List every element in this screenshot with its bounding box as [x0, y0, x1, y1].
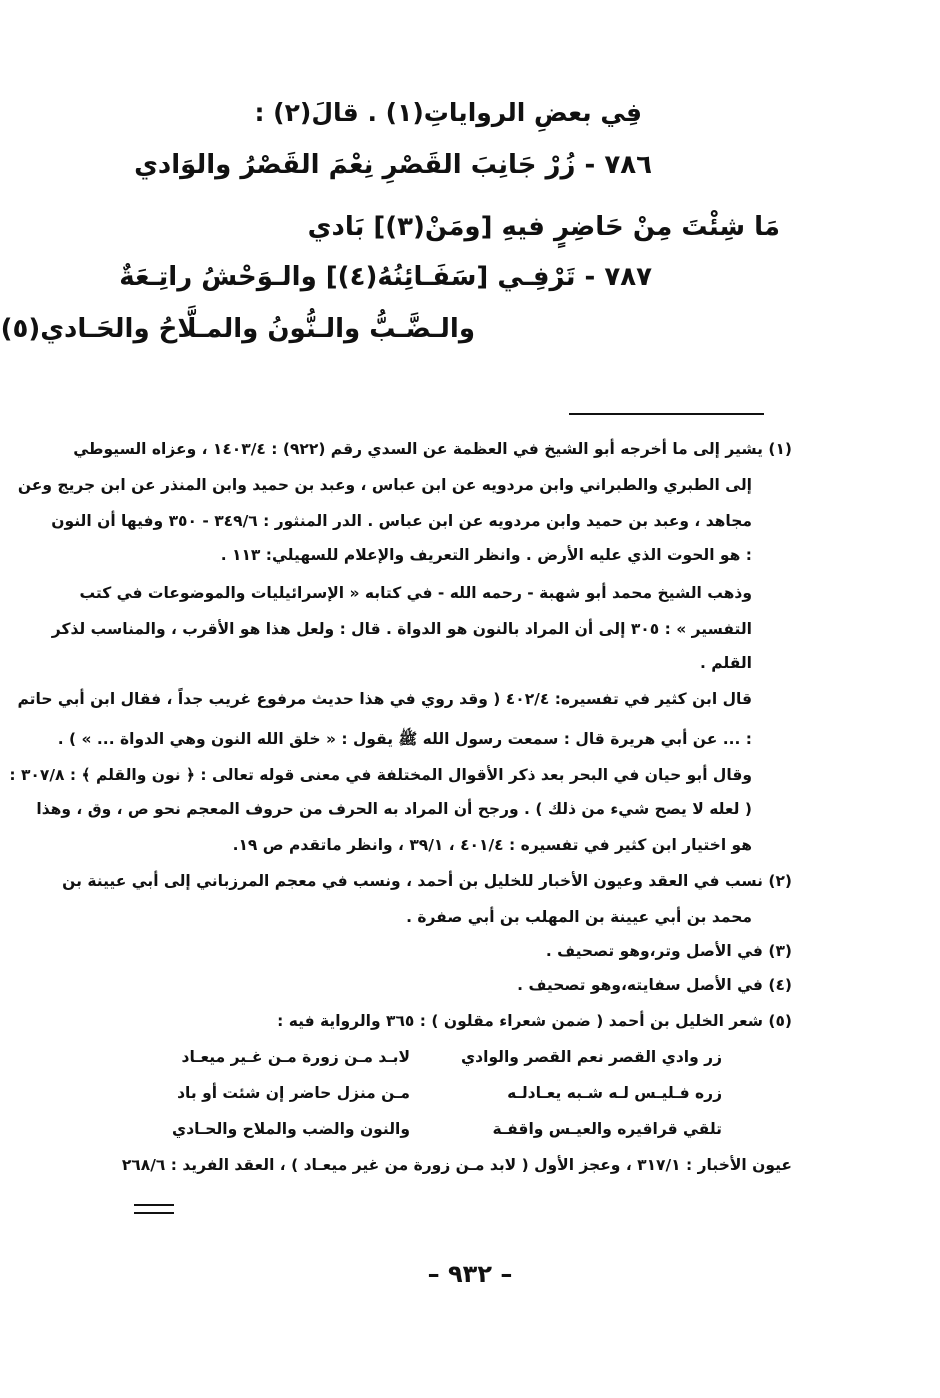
poem-line-3-right: تلقي قراقيره والعيـس واقفـة	[492, 1120, 722, 1138]
footnote-5-sources: عيون الأخبار : ٣١٧/١ ، وعجز الأول ( لابد مـن زورة من غير ميعـاد ) ، العقد الفريد : ٢٦٨/٦	[121, 1156, 792, 1174]
footnote-2-line-2: محمد بن أبي عيينة بن المهلب بن أبي صفرة .	[406, 908, 752, 926]
poem-line-3-left: والنون والضب والملاح والحـادي	[172, 1120, 410, 1138]
verse-786-second-hemistich: مَا شِئْتَ مِنْ حَاضِرٍ فيهِ [ومَنْ(٣)] بَادي	[307, 212, 780, 242]
footnote-1-line-10: وقال أبو حيان في البحر بعد ذكر الأقوال المختلفة في معنى قوله تعالى : ﴿ نون والقلم ﴾ : ٣٠٧/٨ :	[9, 766, 752, 784]
footnote-1-line-3: مجاهد ، وعبد بن حميد وابن مردويه عن ابن عباس . الدر المنثور : ٣٤٩/٦ - ٣٥٠ وفيها أن النون	[51, 512, 752, 530]
poem-line-1-right: زر وادي القصر نعم القصر والوادي	[460, 1048, 722, 1066]
footnote-1-line-11: ( لعله لا يصح شيء من ذلك ) . ورجح أن المراد به الحرف من حروف المعجم نحو ص ، وق ، وهذا	[36, 800, 752, 818]
poem-line-2-right: زره فـليـس لـه شـبه يعـادلـه	[507, 1084, 722, 1102]
footnote-1-line-8: قال ابن كثير في تفسيره: ٤٠٢/٤ ( وقد روي في هذا حديث مرفوع غريب جداً ، فقال ابن أبي حاتم	[17, 690, 752, 708]
footnote-1-line-1: (١) يشير إلى ما أخرجه أبو الشيخ في العظمة عن السدي رقم (٩٢٢) : ١٤٠٣/٤ ، وعزاه السيوطي	[73, 440, 792, 458]
footnote-1-line-6: التفسير » : ٣٠٥ إلى أن المراد بالنون هو الدواة . قال : ولعل هذا هو الأقرب ، والمناسب لذكر	[51, 620, 752, 638]
verse-787-second-hemistich: والـضَّـبُّ والـنُّونُ والمـلَّاحُ والحَـادي(٥)	[0, 314, 475, 344]
footnote-2-line-1: (٢) نسب في العقد وعيون الأخبار للخليل بن أحمد ، ونسب في معجم المرزباني إلى أبي عيينة بن	[62, 872, 792, 890]
verse-787-first-hemistich: ٧٨٧ - تَرْفِـي [سَفَـائِنُهُ(٤)] والـوَحْشُ راتِـعَةٌ	[119, 262, 652, 292]
double-rule	[134, 1204, 174, 1214]
footnote-4: (٤) في الأصل سفايته،وهو تصحيف .	[517, 976, 792, 994]
intro-line: فِي بعضِ الرواياتِ(١) . قالَ(٢) :	[254, 98, 642, 127]
verse-786-first-hemistich: ٧٨٦ - زُرْ جَانِبَ القَصْرِ نِعْمَ القَصْرُ والوَادي	[134, 150, 652, 180]
footnote-1-line-4: : هو الحوت الذي عليه الأرض . وانظر التعريف والإعلام للسهيلي: ١١٣ .	[220, 546, 752, 564]
footnote-1-line-9: : ... عن أبي هريرة قال : سمعت رسول الله ﷺ يقول : « خلق الله النون وهي الدواة ... » ) .	[57, 730, 752, 748]
footnote-1-line-2: إلى الطبري والطبراني وابن مردويه عن ابن عباس ، وعبد بن حميد وابن المنذر عن ابن جريج وعن	[17, 476, 752, 494]
footnote-1-line-7: القلم .	[699, 654, 752, 672]
footnote-1-line-5: وذهب الشيخ محمد أبو شهبة - رحمه الله - في كتابه « الإسرائيليات والموضوعات في كتب	[79, 584, 752, 602]
footnote-1-line-12: هو اختيار ابن كثير في تفسيره : ٤٠١/٤ ، ٣٩/١ ، وانظر ماتقدم ص ١٩.	[232, 836, 752, 854]
footnote-3: (٣) في الأصل وتر،وهو تصحيف .	[545, 942, 792, 960]
poem-line-2-left: مـن منزل حاضر إن شئت أو باد	[177, 1084, 410, 1102]
footnote-separator	[569, 413, 764, 415]
footnote-5: (٥) شعر الخليل بن أحمد ( ضمن شعراء مقلون ) : ٣٦٥ والرواية فيه :	[277, 1012, 792, 1030]
poem-line-1-left: لابـد مـن زورة مـن غـير ميعـاد	[181, 1048, 410, 1066]
page-number: – ٩٣٢ –	[427, 1260, 513, 1288]
